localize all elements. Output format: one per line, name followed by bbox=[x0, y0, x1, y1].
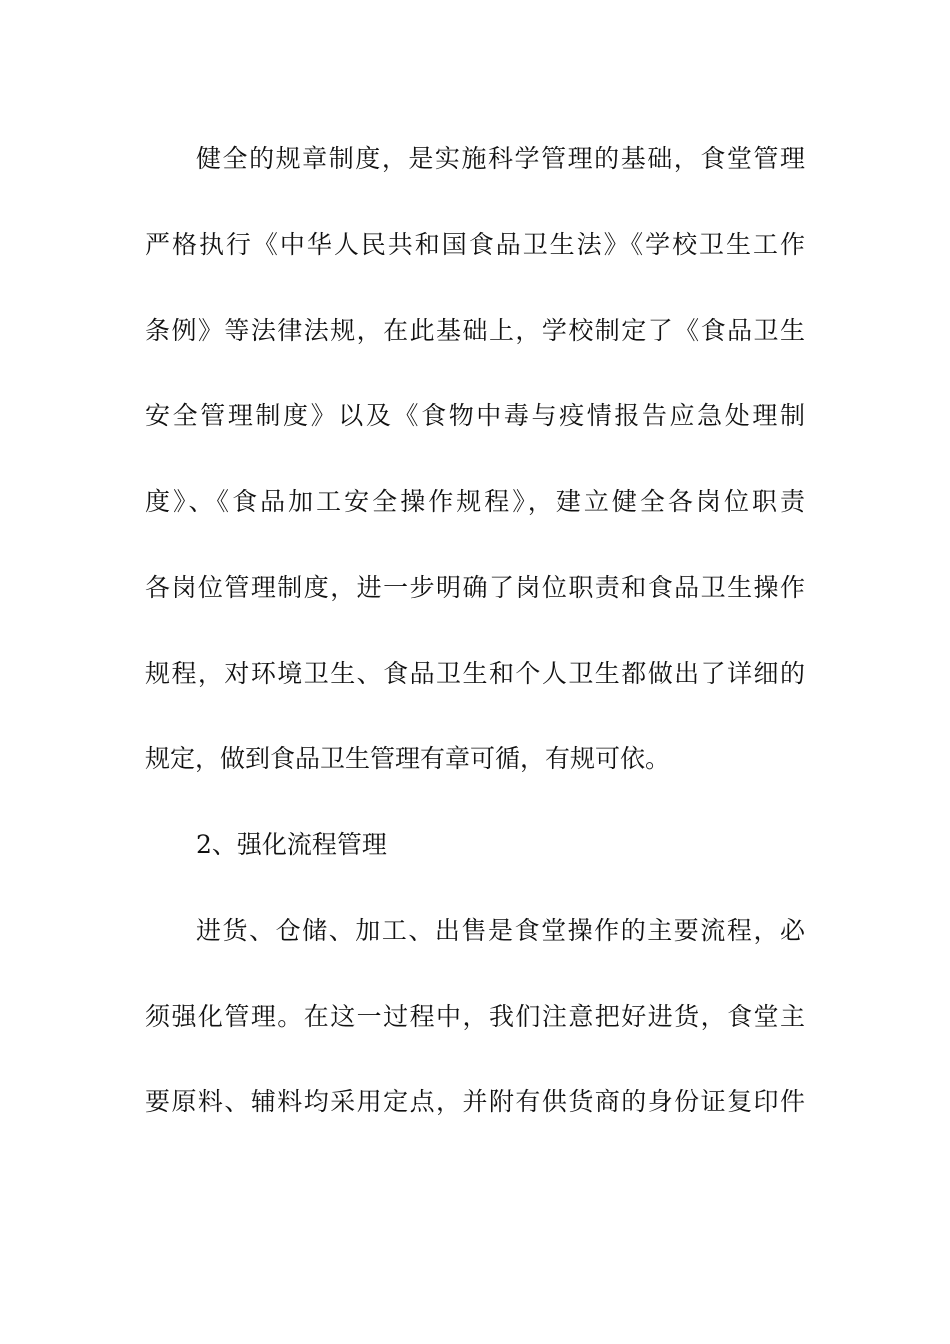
paragraph-1-line-2: 严格执行《中华人民共和国食品卫生法》《学校卫生工作 bbox=[145, 230, 805, 259]
paragraph-1-line-6: 各岗位管理制度，进一步明确了岗位职责和食品卫生操作 bbox=[145, 573, 805, 602]
paragraph-1-line-1: 健全的规章制度，是实施科学管理的基础，食堂管理 bbox=[196, 144, 805, 173]
paragraph-1-line-5: 度》、《食品加工安全操作规程》，建立健全各岗位职责 bbox=[145, 487, 805, 516]
paragraph-2-line-2: 须强化管理。在这一过程中，我们注意把好进货，食堂主 bbox=[145, 1002, 805, 1031]
paragraph-1-line-3: 条例》等法律法规，在此基础上，学校制定了《食品卫生 bbox=[145, 316, 805, 345]
paragraph-2-line-3: 要原料、辅料均采用定点，并附有供货商的身份证复印件 bbox=[145, 1087, 805, 1116]
paragraph-1-line-7: 规程，对环境卫生、食品卫生和个人卫生都做出了详细的 bbox=[145, 659, 805, 688]
paragraph-2-line-1: 进货、仓储、加工、出售是食堂操作的主要流程，必 bbox=[196, 916, 805, 945]
paragraph-1-line-8: 规定，做到食品卫生管理有章可循，有规可依。 bbox=[145, 744, 671, 773]
section-heading: 2、强化流程管理 bbox=[196, 830, 387, 859]
paragraph-1-line-4: 安全管理制度》以及《食物中毒与疫情报告应急处理制 bbox=[145, 401, 805, 430]
